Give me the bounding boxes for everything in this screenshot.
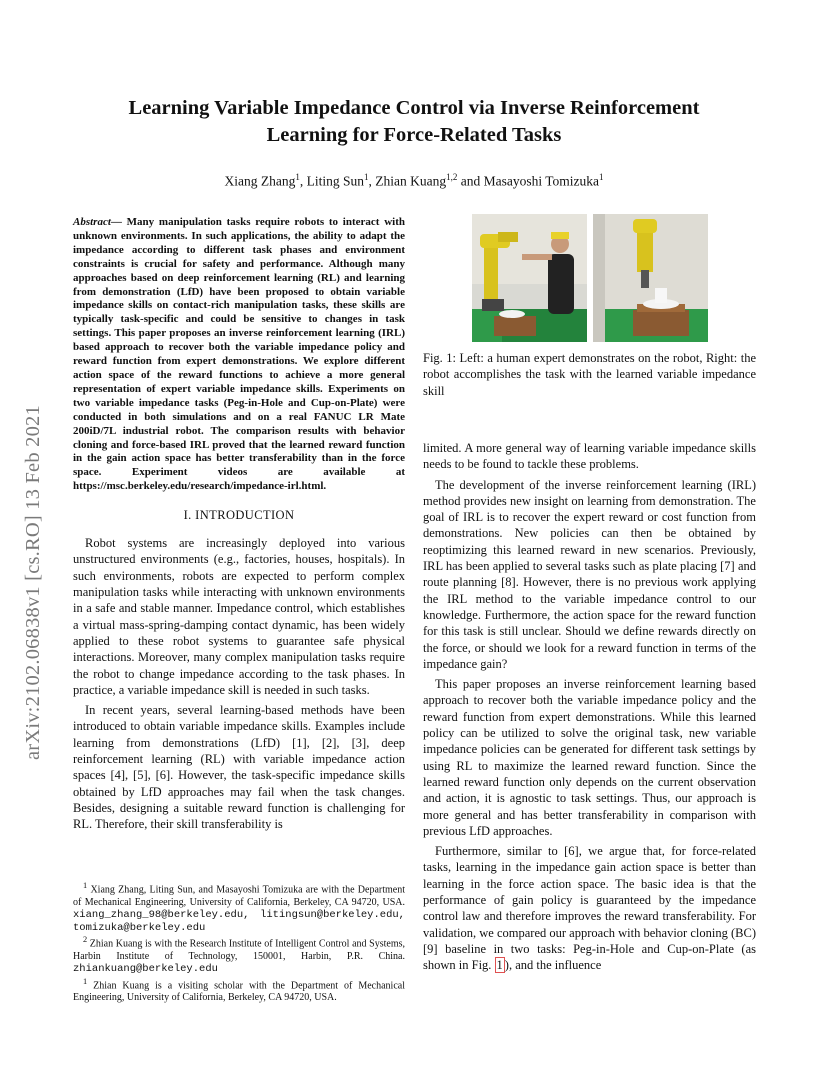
footnote <box>73 934 405 976</box>
body-paragraph: Robot systems are increasingly deployed into various unstructured environments (e.g., factories, houses, hospitals). In such environments, robots are expected to perform complex manipulation tasks while interacting with unknown environments in a safe and stable manner. Impedance control, which establishes a virtual mass-spring-damping contact dynamic, has been widely applied to these robot systems to guarantee safe physical interactions. Moreover, many complex manipulation tasks require the robot to change impedance according to the task phases. In practice, a variable impedance skill is needed in such tasks. <box>73 536 405 697</box>
abstract-label: Abstract <box>73 216 111 228</box>
body-paragraph: In recent years, several learning-based methods have been introduced to obtain variable impedance skills. Examples include learning from demonstrations (LfD) [1], [2], [3], deep reinforcement learning (RL) with variable impedance action spaces [4], [5], [6]. However, the task-specific impedance skills obtained by LfD approaches may fail when the task changes. Besides, designing a suitable reward function is challenging for RL. Therefore, their skill transferability is <box>73 703 405 832</box>
figure-photos <box>423 214 756 342</box>
email-link[interactable]: xiang_zhang_98@berkeley.edu, <box>73 909 250 922</box>
body-text: Furthermore, similar to [6], we argue that, for force-related tasks, learning in the impedance gain action space is better than learning in the force action space. The basic idea is that the performance of gain policy is guaranteed by the impedance control law and therefore improves the reward transferability. For validation, we compared our approach with behavior cloning (BC) [9] baseline in two tasks: Peg-in-Hole and Cup-on-Plate (as shown in Fig. <box>423 844 756 973</box>
footnote <box>73 880 405 934</box>
title-line-2: Learning for Force-Related Tasks <box>266 124 562 146</box>
figure-1 <box>423 212 756 399</box>
author-name: Zhian Kuang <box>375 173 447 189</box>
footnote-mark: 2 <box>83 934 88 944</box>
author-affil: 1 <box>295 172 300 182</box>
section-heading-introduction: I. INTRODUCTION <box>183 508 295 523</box>
figure-reference-link[interactable]: 1 <box>496 958 503 973</box>
author-affil: 1,2 <box>446 172 458 182</box>
footnote-text: Xiang Zhang, Liting Sun, and Masayoshi Tomizuka are with the Department of Mechanical Engineering, University of California, Berkeley, CA 94720, USA. <box>73 884 405 908</box>
footnotes <box>73 880 405 1005</box>
figure-photo-robot-task <box>593 214 708 342</box>
figure-photo-demonstration <box>472 214 587 342</box>
body-text: ), and the influence <box>504 958 602 973</box>
footnote-text: Zhian Kuang is a visiting scholar with the Department of Mechanical Engineering, University of California, Berkeley, CA 94720, USA. <box>73 979 405 1004</box>
body-paragraph <box>423 843 756 973</box>
body-paragraph: This paper proposes an inverse reinforcement learning based approach to recover both the variable impedance policy and the reward function from expert demonstrations. While this learned policy can be utilized to solve the original task, new variable impedance policies can be generated for different task settings by using RL to maximize the learned reward function. Since the learned reward function only depends on the current observation and action, it is agnostic to task settings. Thus, our approach is more general and has better transferability in comparison with previous LfD approaches. <box>423 677 756 838</box>
footnote-mark: 1 <box>83 881 88 890</box>
footnote <box>73 976 405 1005</box>
abstract-text: — Many manipulation tasks require robots to interact with unknown environments. In such applications, the ability to adapt the impedance according to different task phases and environment constraints is crucial for safety and performance. Although many approaches based on deep reinforcement learning (RL) and learning from demonstration (LfD) have been proposed to obtain variable impedance skills on contact-rich manipulation tasks, these skills are typically task-specific and could be sensitive to changes in task settings. This paper proposes an inverse reinforcement learning (IRL) based approach to recover both the variable impedance policy and reward function from expert demonstrations. We explore different action space of the reward functions to achieve a more general representation of expert variable impedance skills. Experiments on two variable impedance tasks (Peg-in-Hole and Cup-on-Plate) were conducted in both simulations and on a real FANUC LR Mate 200iD/7L industrial robot. The comparison results with behavior cloning and force-based IRL proved that the learned reward function in the gain action space has better transferability than in the force space. Experiment videos are available at https://msc.berkeley.edu/research/impedance-irl.html. <box>73 216 405 493</box>
paper-title <box>70 95 758 149</box>
author-name: Liting Sun <box>306 173 364 189</box>
author-affil: 1 <box>599 172 604 182</box>
author-list: Xiang Zhang$^1$, Liting Sun$^1$, Zhian Kuang$^{1,2}$ and Masayoshi Tomizuka$^1$ <box>224 172 604 189</box>
right-column-text <box>423 440 756 974</box>
email-link[interactable]: litingsun@berkeley.edu, tomizuka@berkeley.edu <box>73 909 405 934</box>
abstract <box>73 216 405 494</box>
figure-caption: Fig. 1: Left: a human expert demonstrates on the robot, Right: the robot accomplishes the task with the learned variable impedance skill <box>423 351 756 398</box>
body-paragraph: The development of the inverse reinforcement learning (IRL) method provides new insight on learning from demonstration. The goal of IRL is to recover the expert reward or cost function from demonstrations. New policies can then be obtained by reoptimizing this learned reward in new scenarios. Previously, IRL has been applied to several tasks such as plate placing [7] and route planning [8]. However, there is no previous work applying the IRL method to the variable impedance control to our knowledge. Furthermore, the action space for the reward function for this task is still unclear. Should we define rewards directly on the force, or should we look for a reward function in terms of the impedance gain? <box>423 477 756 671</box>
title-line-1: Learning Variable Impedance Control via Inverse Reinforcement <box>128 97 700 119</box>
footnote-text: Zhian Kuang is with the Research Institute of Intelligent Control and Systems, Harbin Institute of Technology, 150001, Harbin, P.R. China. <box>73 938 405 962</box>
left-column <box>73 212 405 832</box>
author-name: Xiang Zhang <box>224 173 296 189</box>
author-name: Masayoshi Tomizuka <box>483 173 600 189</box>
arxiv-side-stamp: arXiv:2102.06838v1 [cs.RO] 13 Feb 2021 <box>22 405 44 760</box>
footnote-mark: 1 <box>83 976 88 986</box>
email-link[interactable]: zhiankuang@berkeley.edu <box>73 963 218 976</box>
body-paragraph: limited. A more general way of learning variable impedance skills needs to be found to tackle these problems. <box>423 441 756 472</box>
author-affil: 1 <box>363 172 369 182</box>
